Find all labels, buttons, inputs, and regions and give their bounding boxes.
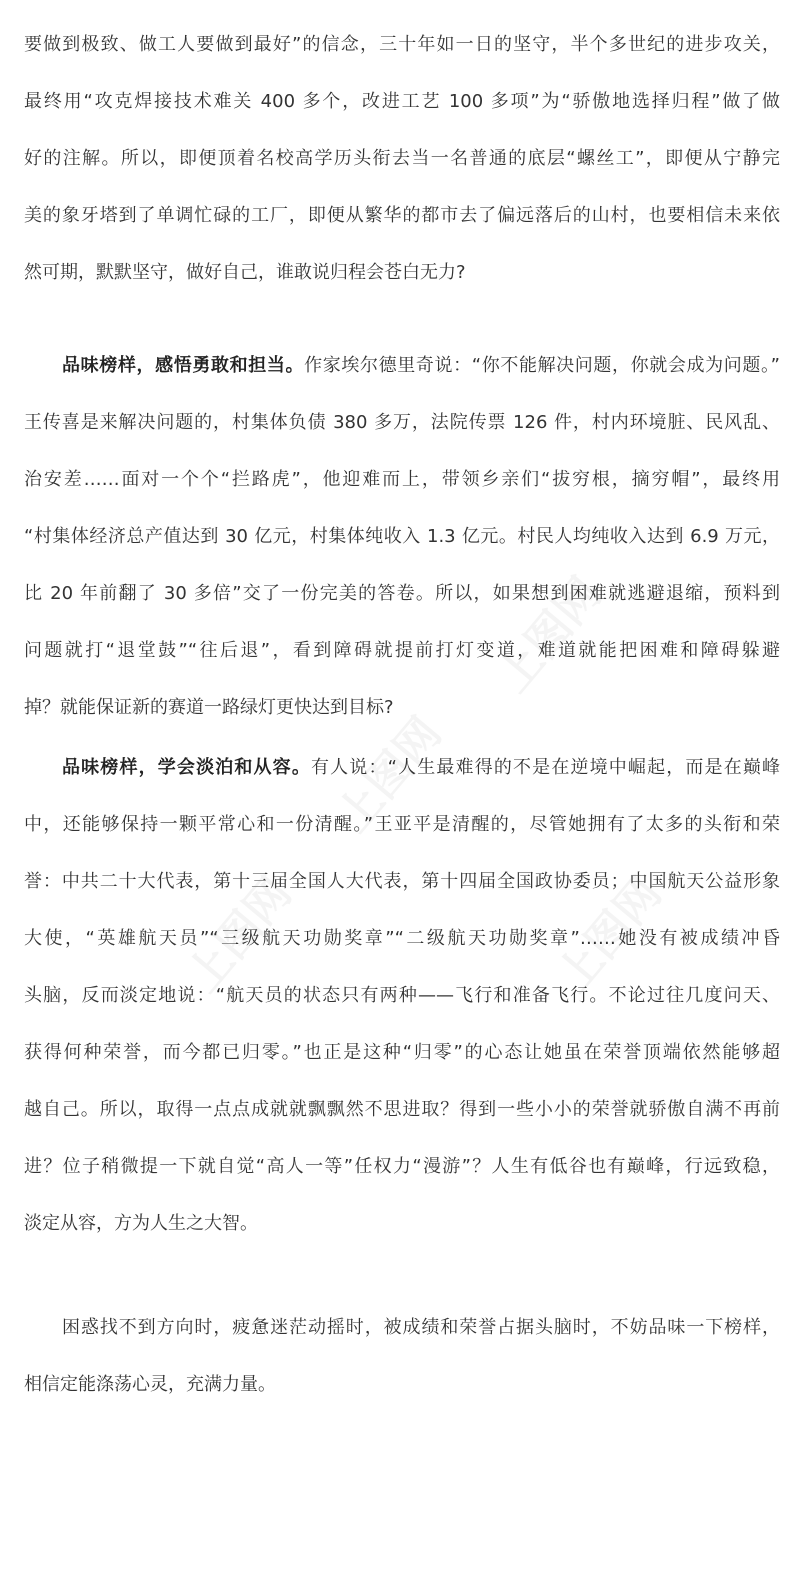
text-line [24, 1024, 780, 1081]
line-text: “村集体经济总产值达到 30 亿元，村集体纯收入 1.3 亿元。村民人均纯收入达到 6.9 万元， [24, 526, 780, 547]
line-text: 然可期，默默坚守，做好自己，谁敢说归程会苍白无力? [24, 262, 466, 283]
line-text: 困惑找不到方向时，疲惫迷茫动摇时，被成绩和荣誉占据头脑时，不妨品味一下榜样， [62, 1317, 780, 1338]
line-text: 美的象牙塔到了单调忙碌的工厂，即便从繁华的都市去了偏远落后的山村，也要相信未来依 [24, 205, 780, 226]
line-text: 越自己。所以，取得一点点成就就飘飘然不思进取？得到一些小小的荣誉就骄傲自满不再前 [24, 1099, 780, 1120]
text-line [24, 679, 780, 736]
text-line [24, 187, 780, 244]
text-line [24, 337, 780, 394]
line-text: 要做到极致、做工人要做到最好”的信念，三十年如一日的坚守，半个多世纪的进步攻关， [24, 34, 780, 55]
line-text: 作家埃尔德里奇说：“你不能解决问题，你就会成为问题。” [304, 355, 781, 376]
text-line [24, 853, 780, 910]
line-text: 淡定从容，方为人生之大智。 [24, 1213, 258, 1234]
line-text: 治安差……面对一个个“拦路虎”，他迎难而上，带领乡亲们“拔穷根，摘穷帽”，最终用 [24, 469, 780, 490]
text-line [24, 910, 780, 967]
text-line [24, 796, 780, 853]
line-text: 王传喜是来解决问题的，村集体负债 380 多万，法院传票 126 件，村内环境脏、民风乱、 [24, 412, 780, 433]
text-line [24, 967, 780, 1024]
line-text: 最终用“攻克焊接技术难关 400 多个，改进工艺 100 多项”为“骄傲地选择归程”做了做 [24, 91, 780, 112]
line-text: 头脑，反而淡定地说：“航天员的状态只有两种——飞行和准备飞行。不论过往几度问天、 [24, 985, 780, 1006]
text-line [24, 1138, 780, 1195]
line-text: 比 20 年前翻了 30 多倍”交了一份完美的答卷。所以，如果想到困难就逃避退缩，预料到 [24, 583, 780, 604]
text-line [24, 565, 780, 622]
line-text: 大使，“英雄航天员”“三级航天功勋奖章”“二级航天功勋奖章”……她没有被成绩冲昏 [24, 928, 780, 949]
text-line [24, 1299, 780, 1356]
line-text: 有人说：“人生最难得的不是在逆境中崛起，而是在巅峰 [311, 757, 781, 778]
text-line [24, 16, 780, 73]
line-text: 掉？就能保证新的赛道一路绿灯更快达到目标? [24, 697, 394, 718]
text-line [24, 244, 780, 301]
paragraph-lead: 品味榜样，感悟勇敢和担当。 [62, 355, 305, 376]
text-line [24, 451, 780, 508]
text-line [24, 622, 780, 679]
text-line [24, 73, 780, 130]
text-line [24, 130, 780, 187]
text-line [24, 1081, 780, 1138]
paragraph [24, 337, 780, 736]
line-text: 中，还能够保持一颗平常心和一份清醒。”王亚平是清醒的，尽管她拥有了太多的头衔和荣 [24, 814, 780, 835]
line-text: 问题就打“退堂鼓”“往后退”，看到障碍就提前打灯变道，难道就能把困难和障碍躲避 [24, 640, 780, 661]
line-text: 进？位子稍微提一下就自觉“高人一等”任权力“漫游”？人生有低谷也有巅峰，行远致稳， [24, 1156, 780, 1177]
paragraph [24, 739, 780, 1252]
text-line [24, 1356, 780, 1413]
text-line [24, 508, 780, 565]
line-text: 誉：中共二十大代表，第十三届全国人大代表，第十四届全国政协委员；中国航天公益形象 [24, 871, 780, 892]
line-text: 相信定能涤荡心灵，充满力量。 [24, 1374, 276, 1395]
paragraph [24, 1299, 780, 1413]
text-line [24, 1195, 780, 1252]
text-line [24, 739, 780, 796]
line-text: 好的注解。所以，即便顶着名校高学历头衔去当一名普通的底层“螺丝工”，即便从宁静完 [24, 148, 780, 169]
line-text: 获得何种荣誉，而今都已归零。”也正是这种“归零”的心态让她虽在荣誉顶端依然能够超 [24, 1042, 780, 1063]
text-line [24, 394, 780, 451]
paragraph-lead: 品味榜样，学会淡泊和从容。 [62, 757, 311, 778]
paragraph [24, 16, 780, 301]
